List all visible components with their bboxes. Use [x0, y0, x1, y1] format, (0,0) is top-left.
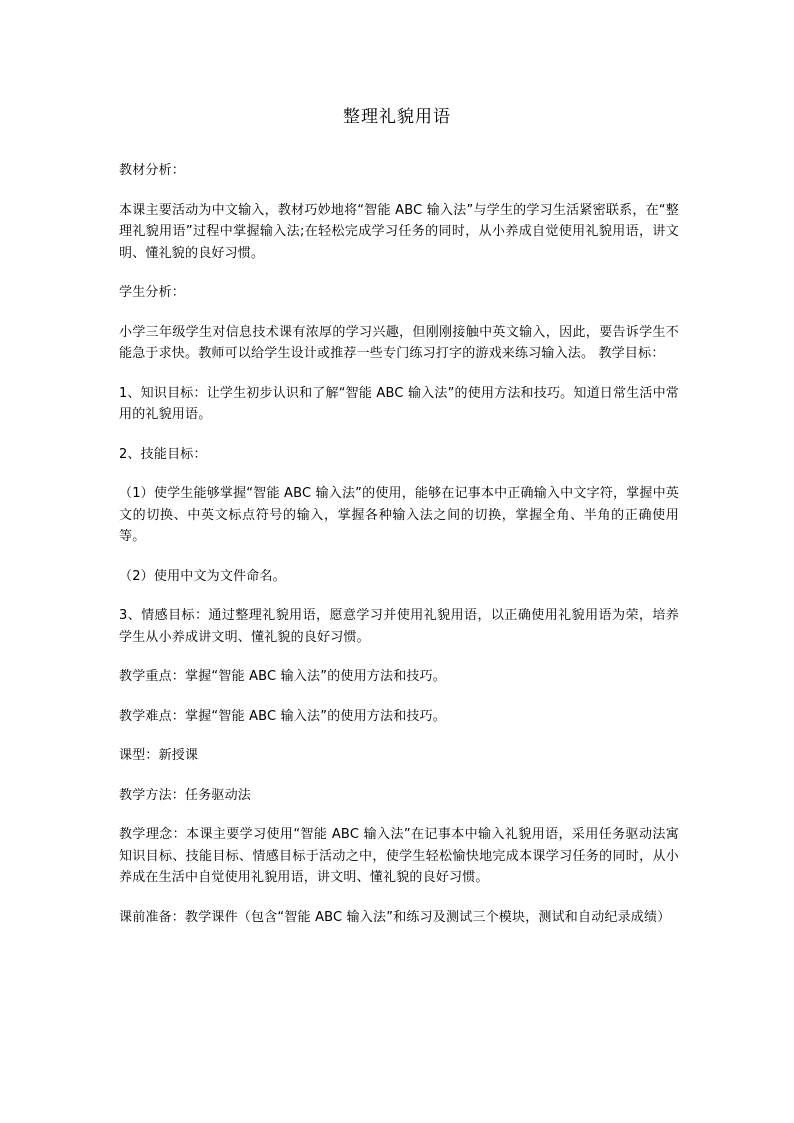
heading-student-analysis: 学生分析： — [119, 285, 186, 300]
paragraph-teaching-method: 教学方法：任务驱动法 — [119, 787, 252, 803]
document-title: 整理礼貌用语 — [343, 107, 451, 127]
paragraph-lesson-type: 课型：新授课 — [119, 748, 199, 763]
heading-skill-goal: 2、技能目标： — [119, 446, 207, 462]
paragraph-teaching-concept: 教学理念：本课主要学习使用“智能 ABC 输入法”在记事本中输入礼貌用语，采用任务驱动法寓知识目标、技能目标、情感目标于活动之中，使学生轻松愉快地完成本课学习任务的同时，从小养成在生活中自觉使用礼貌用语，讲文明、懂礼貌的良好习惯。 — [119, 827, 679, 885]
document-body — [119, 160, 679, 946]
paragraph-student-analysis: 小学三年级学生对信息技术课有浓厚的学习兴趣，但刚刚接触中英文输入，因此，要告诉学生不能急于求快。教师可以给学生设计或推荐一些专门练习打字的游戏来练习输入法。 教学目标： — [119, 324, 679, 361]
paragraph-key-point: 教学重点：掌握“智能 ABC 输入法”的使用方法和技巧。 — [119, 669, 446, 684]
paragraph-preparation: 课前准备：教学课件（包含“智能 ABC 输入法”和练习及测试三个模块，测试和自动纪录成绩） — [119, 909, 671, 925]
paragraph-skill-goal-2: （2）使用中文为文件命名。 — [119, 568, 286, 584]
paragraph-knowledge-goal: 1、知识目标：让学生初步认识和了解“智能 ABC 输入法”的使用方法和技巧。知道日常生活中常用的礼貌用语。 — [119, 385, 679, 422]
paragraph-emotion-goal: 3、情感目标：通过整理礼貌用语，愿意学习并使用礼貌用语，以正确使用礼貌用语为荣，培养学生从小养成讲文明、懂礼貌的良好习惯。 — [119, 608, 679, 645]
paragraph-textbook-analysis: 本课主要活动为中文输入，教材巧妙地将“智能 ABC 输入法”与学生的学习生活紧密联系，在“整理礼貌用语”过程中掌握输入法;在轻松完成学习任务的同时，从小养成自觉使用礼貌用语，讲文明、懂礼貌的良好习惯。 — [119, 202, 679, 261]
paragraph-skill-goal-1: （1）使学生能够掌握“智能 ABC 输入法”的使用，能够在记事本中正确输入中文字符，掌握中英文的切换、中英文标点符号的输入，掌握各种输入法之间的切换，掌握全角、半角的正确使用等。 — [119, 486, 679, 544]
heading-textbook-analysis: 教材分析： — [119, 163, 186, 178]
paragraph-difficult-point: 教学难点：掌握“智能 ABC 输入法”的使用方法和技巧。 — [119, 708, 446, 724]
